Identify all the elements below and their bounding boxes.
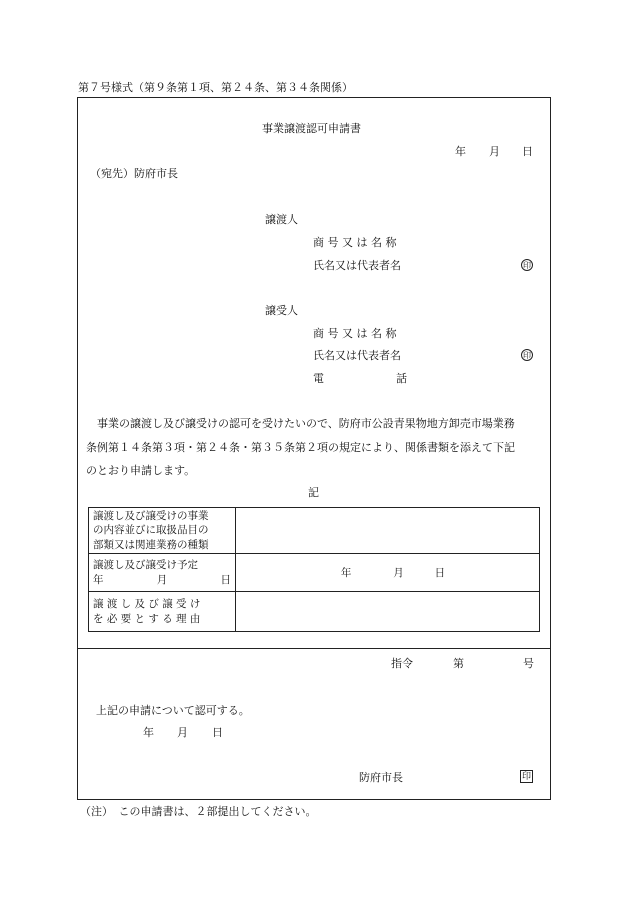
approval-text: 上記の申請について認可する。 [96, 704, 250, 717]
transferee-trade-name-label: 商 号 又 は 名 称 [313, 327, 397, 340]
reason-value[interactable] [236, 592, 540, 632]
addressee: （宛先）防府市長 [90, 167, 178, 180]
reason-label [89, 592, 236, 632]
header-day: 日 [522, 145, 533, 158]
approval-year: 年 [143, 726, 154, 739]
body-line-1: 事業の譲渡し及び譲受けの認可を受けたいので、防府市公設青果物地方卸売市場業務 [86, 417, 515, 430]
body-line-2: 条例第１４条第３項・第２４条・第３５条第２項の規定により、関係書類を添えて下記 [86, 441, 515, 454]
approval-day: 日 [212, 726, 223, 739]
row2-label-year: 年 [93, 573, 104, 586]
header-month: 月 [489, 145, 500, 158]
row1-label-line: 部類又は関連業務の種類 [93, 538, 209, 551]
details-table [88, 507, 540, 632]
row3-label-line: を 必 要 と す る 理 由 [93, 612, 201, 625]
scheduled-date-label [89, 554, 236, 592]
form-title: 事業譲渡認可申請書 [262, 122, 361, 135]
transferor-seal-icon: 印 [523, 261, 531, 270]
transferee-seal-icon: 印 [523, 351, 531, 360]
section-divider [77, 648, 551, 649]
transferor-name-label: 氏名又は代表者名 [313, 259, 401, 272]
ki-label: 記 [308, 486, 319, 499]
transferee-heading: 譲受人 [265, 304, 298, 317]
mayor-seal-icon: 印 [521, 772, 531, 782]
phone-label-1: 電 [313, 372, 324, 385]
directive-label: 指令 [391, 657, 413, 670]
row3-label-line: 譲 渡 し 及 び 譲 受 け [93, 598, 201, 611]
row1-label-line: 譲渡し及び譲受けの事業 [93, 510, 209, 523]
header-year: 年 [455, 145, 466, 158]
row2-label-month: 月 [156, 573, 168, 586]
mayor-label: 防府市長 [359, 771, 403, 784]
table-row [89, 508, 540, 554]
scheduled-year: 年 [340, 567, 352, 579]
body-line-3: のとおり申請します。 [86, 464, 196, 477]
row2-label-date [93, 573, 231, 587]
row2-label-line: 譲渡し及び譲受け予定 [93, 559, 198, 572]
transferee-name-label: 氏名又は代表者名 [313, 349, 401, 362]
transferor-trade-name-label: 商 号 又 は 名 称 [313, 236, 397, 249]
table-row [89, 554, 540, 592]
directive-go: 号 [523, 657, 534, 670]
directive-dai: 第 [453, 657, 464, 670]
footnote: （注） この申請書は、２部提出してください。 [80, 805, 317, 818]
business-content-value[interactable] [236, 508, 540, 554]
scheduled-day: 日 [434, 567, 446, 579]
phone-label-2: 話 [396, 372, 407, 385]
table-row [89, 592, 540, 632]
transferor-heading: 譲渡人 [265, 213, 298, 226]
approval-month: 月 [177, 726, 188, 739]
row1-label-line: の内容並びに取扱品目の [93, 524, 209, 537]
row2-label-day: 日 [220, 573, 231, 586]
scheduled-month: 月 [393, 567, 404, 579]
scheduled-date-value[interactable] [236, 554, 540, 592]
business-content-label [89, 508, 236, 554]
form-label: 第７号様式（第９条第１項、第２４条、第３４条関係） [78, 81, 353, 94]
